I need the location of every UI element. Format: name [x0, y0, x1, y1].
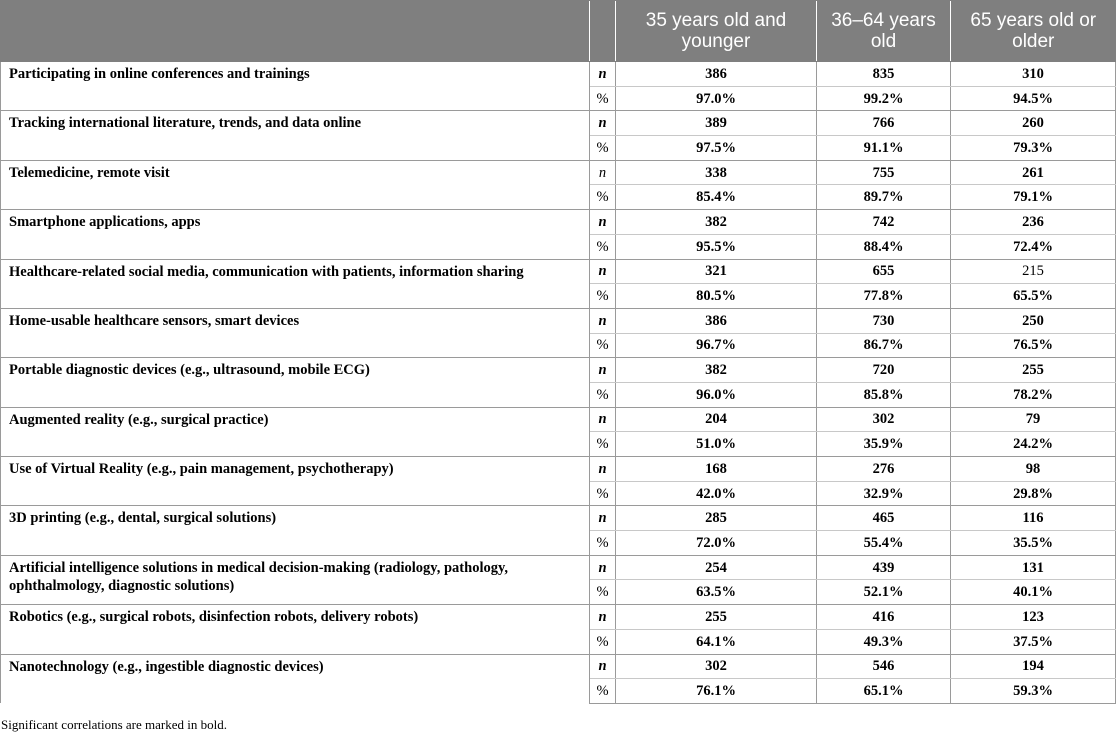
count-cell: 236 [951, 210, 1116, 235]
count-cell: 382 [616, 358, 817, 383]
stat-n-label: n [590, 506, 616, 531]
table-row [1, 160, 1116, 185]
stat-n-label: n [590, 259, 616, 284]
percent-cell: 37.5% [951, 629, 1116, 654]
count-cell: 194 [951, 654, 1116, 679]
count-cell: 255 [616, 605, 817, 630]
stat-percent-label: % [590, 629, 616, 654]
count-cell: 742 [817, 210, 951, 235]
table-row [1, 654, 1116, 679]
percent-cell: 65.5% [951, 284, 1116, 309]
stat-percent-label: % [590, 432, 616, 457]
count-cell: 79 [951, 407, 1116, 432]
stat-n-label: n [590, 308, 616, 333]
table-header [1, 1, 1116, 62]
percent-cell: 59.3% [951, 679, 1116, 704]
count-cell: 720 [817, 358, 951, 383]
stat-percent-label: % [590, 234, 616, 259]
percent-cell: 96.0% [616, 382, 817, 407]
count-cell: 386 [616, 62, 817, 87]
percent-cell: 88.4% [817, 234, 951, 259]
table-body [1, 62, 1116, 704]
row-label: Nanotechnology (e.g., ingestible diagnostic devices) [1, 654, 590, 703]
table-row [1, 259, 1116, 284]
count-cell: 123 [951, 605, 1116, 630]
row-label: Robotics (e.g., surgical robots, disinfection robots, delivery robots) [1, 605, 590, 654]
percent-cell: 52.1% [817, 580, 951, 605]
percent-cell: 55.4% [817, 531, 951, 556]
percent-cell: 80.5% [616, 284, 817, 309]
count-cell: 766 [817, 111, 951, 136]
stat-n-label: n [590, 160, 616, 185]
count-cell: 260 [951, 111, 1116, 136]
table-footnote: Significant correlations are marked in bold. [1, 717, 227, 732]
percent-cell: 78.2% [951, 382, 1116, 407]
count-cell: 321 [616, 259, 817, 284]
count-cell: 250 [951, 308, 1116, 333]
percent-cell: 79.1% [951, 185, 1116, 210]
table-row [1, 506, 1116, 531]
count-cell: 835 [817, 62, 951, 87]
count-cell: 302 [616, 654, 817, 679]
row-label: Tracking international literature, trends, and data online [1, 111, 590, 160]
stat-n-label: n [590, 457, 616, 482]
row-label: Participating in online conferences and trainings [1, 62, 590, 111]
percent-cell: 95.5% [616, 234, 817, 259]
row-label: Smartphone applications, apps [1, 210, 590, 259]
stat-percent-label: % [590, 382, 616, 407]
row-label: Augmented reality (e.g., surgical practice) [1, 407, 590, 456]
count-cell: 382 [616, 210, 817, 235]
percent-cell: 76.1% [616, 679, 817, 704]
stat-n-label: n [590, 111, 616, 136]
count-cell: 386 [616, 308, 817, 333]
stat-n-label: n [590, 210, 616, 235]
row-label: Use of Virtual Reality (e.g., pain management, psychotherapy) [1, 457, 590, 506]
percent-cell: 94.5% [951, 86, 1116, 111]
row-label: Home-usable healthcare sensors, smart devices [1, 308, 590, 357]
count-cell: 310 [951, 62, 1116, 87]
stat-percent-label: % [590, 679, 616, 704]
percent-cell: 77.8% [817, 284, 951, 309]
table-row [1, 457, 1116, 482]
count-cell: 655 [817, 259, 951, 284]
percent-cell: 86.7% [817, 333, 951, 358]
stat-percent-label: % [590, 284, 616, 309]
stat-percent-label: % [590, 481, 616, 506]
stat-n-label: n [590, 62, 616, 87]
count-cell: 755 [817, 160, 951, 185]
percent-cell: 40.1% [951, 580, 1116, 605]
header-empty-label [1, 1, 590, 62]
table-row [1, 308, 1116, 333]
stat-n-label: n [590, 654, 616, 679]
percent-cell: 42.0% [616, 481, 817, 506]
percent-cell: 79.3% [951, 136, 1116, 161]
percent-cell: 76.5% [951, 333, 1116, 358]
percent-cell: 29.8% [951, 481, 1116, 506]
row-label: Artificial intelligence solutions in medical decision-making (radiology, pathology, ophthalmology, diagnostic solutions) [1, 555, 590, 604]
percent-cell: 63.5% [616, 580, 817, 605]
percent-cell: 85.8% [817, 382, 951, 407]
table-row [1, 111, 1116, 136]
stat-percent-label: % [590, 185, 616, 210]
percent-cell: 49.3% [817, 629, 951, 654]
stat-n-label: n [590, 407, 616, 432]
stat-n-label: n [590, 358, 616, 383]
count-cell: 439 [817, 555, 951, 580]
percent-cell: 35.9% [817, 432, 951, 457]
percent-cell: 64.1% [616, 629, 817, 654]
stat-n-label: n [590, 555, 616, 580]
count-cell: 302 [817, 407, 951, 432]
table-row [1, 555, 1116, 580]
count-cell: 168 [616, 457, 817, 482]
count-cell: 285 [616, 506, 817, 531]
count-cell: 546 [817, 654, 951, 679]
count-cell: 261 [951, 160, 1116, 185]
count-cell: 98 [951, 457, 1116, 482]
count-cell: 465 [817, 506, 951, 531]
count-cell: 131 [951, 555, 1116, 580]
percent-cell: 89.7% [817, 185, 951, 210]
percent-cell: 72.4% [951, 234, 1116, 259]
percent-cell: 97.0% [616, 86, 817, 111]
count-cell: 215 [951, 259, 1116, 284]
percent-cell: 72.0% [616, 531, 817, 556]
header-empty-stat [590, 1, 616, 62]
percent-cell: 35.5% [951, 531, 1116, 556]
count-cell: 276 [817, 457, 951, 482]
count-cell: 254 [616, 555, 817, 580]
count-cell: 204 [616, 407, 817, 432]
header-col-65-and-older: 65 years old or older [951, 1, 1116, 62]
percent-cell: 65.1% [817, 679, 951, 704]
stat-percent-label: % [590, 531, 616, 556]
header-col-36-64: 36–64 years old [817, 1, 951, 62]
count-cell: 255 [951, 358, 1116, 383]
row-label: Telemedicine, remote visit [1, 160, 590, 209]
header-row [1, 1, 1116, 62]
stat-percent-label: % [590, 333, 616, 358]
count-cell: 389 [616, 111, 817, 136]
percent-cell: 51.0% [616, 432, 817, 457]
header-col-35-and-younger: 35 years old and younger [616, 1, 817, 62]
percent-cell: 96.7% [616, 333, 817, 358]
table-row [1, 210, 1116, 235]
count-cell: 116 [951, 506, 1116, 531]
count-cell: 416 [817, 605, 951, 630]
table-row [1, 62, 1116, 87]
percent-cell: 32.9% [817, 481, 951, 506]
count-cell: 730 [817, 308, 951, 333]
row-label: 3D printing (e.g., dental, surgical solutions) [1, 506, 590, 555]
table-row [1, 358, 1116, 383]
percent-cell: 24.2% [951, 432, 1116, 457]
count-cell: 338 [616, 160, 817, 185]
table-row [1, 605, 1116, 630]
percent-cell: 99.2% [817, 86, 951, 111]
stat-percent-label: % [590, 136, 616, 161]
percent-cell: 85.4% [616, 185, 817, 210]
row-label: Healthcare-related social media, communication with patients, information sharing [1, 259, 590, 308]
stat-percent-label: % [590, 580, 616, 605]
table-row [1, 407, 1116, 432]
row-label: Portable diagnostic devices (e.g., ultrasound, mobile ECG) [1, 358, 590, 407]
percent-cell: 97.5% [616, 136, 817, 161]
percent-cell: 91.1% [817, 136, 951, 161]
stat-n-label: n [590, 605, 616, 630]
stat-percent-label: % [590, 86, 616, 111]
